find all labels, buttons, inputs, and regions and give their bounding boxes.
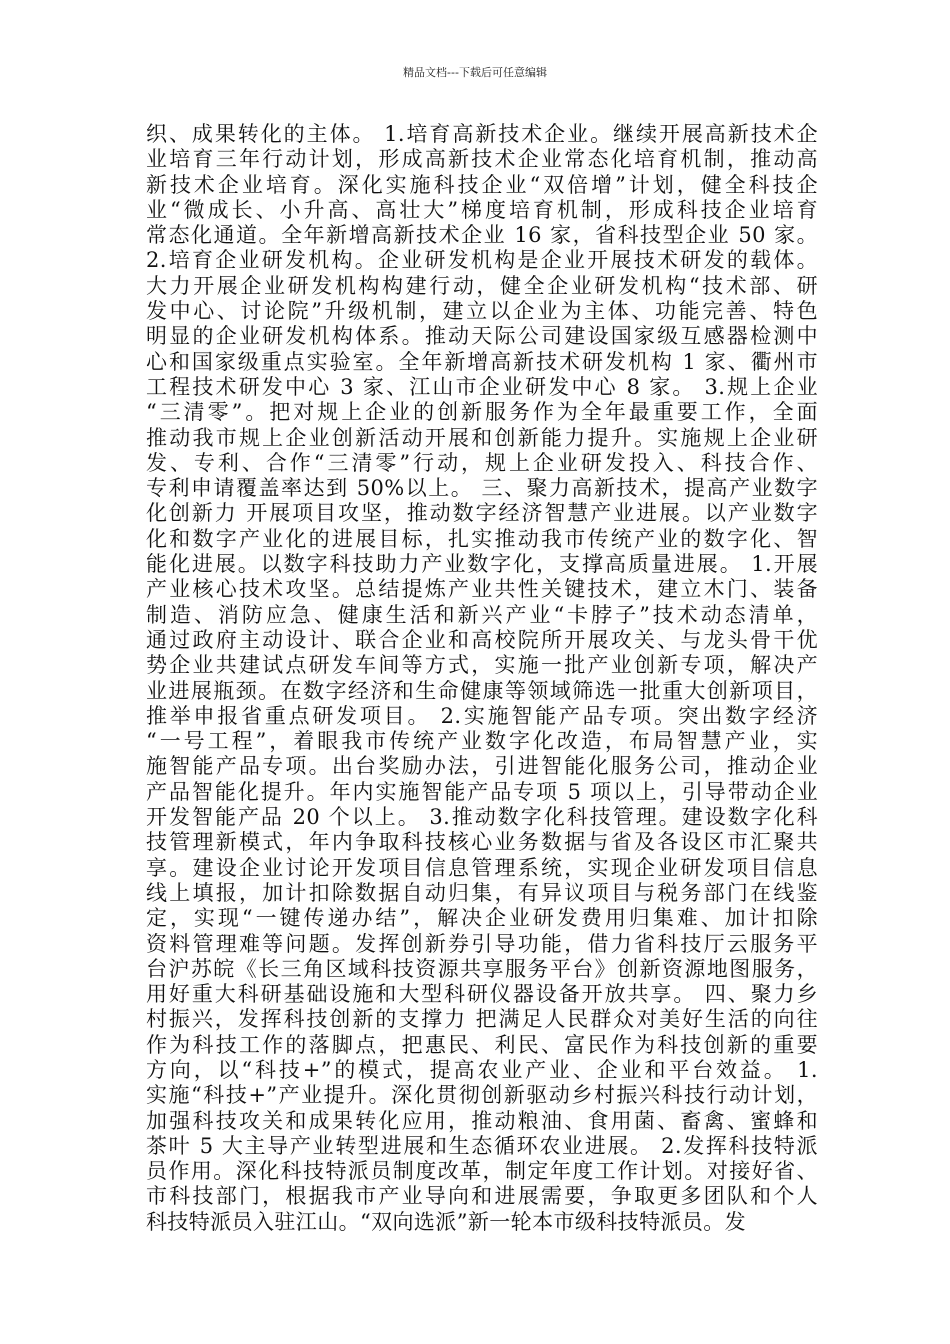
text-line: 茶叶 5 大主导产业转型进展和生态循环农业进展。 2.发挥科技特派 xyxy=(146,1133,818,1158)
text-line: 科技特派员入驻江山。“双向选派”新一轮本市级科技特派员。发 xyxy=(146,1209,747,1234)
text-line: 业进展瓶颈。在数字经济和生命健康等领域筛选一批重大创新项目， xyxy=(146,678,818,703)
text-line: 新技术企业培育。深化实施科技企业“双倍增”计划，健全科技企 xyxy=(146,172,818,197)
text-line: 施智能产品专项。出台奖励办法，引进智能化服务公司，推动企业 xyxy=(146,754,818,779)
text-line: 业“微成长、小升高、高壮大”梯度培育机制，形成科技企业培育 xyxy=(146,197,818,222)
text-line: 大力开展企业研发机构构建行动，健全企业研发机构“技术部、研 xyxy=(146,273,818,298)
text-line: 能化进展。以数字科技助力产业数字化，支撑高质量进展。 1.开展 xyxy=(146,552,818,577)
text-line: “三清零”。把对规上企业的创新服务作为全年最重要工作，全面 xyxy=(146,400,818,425)
text-line: 台沪苏皖《长三角区域科技资源共享服务平台》创新资源地图服务， xyxy=(146,956,818,981)
text-line: 工程技术研发中心 3 家、江山市企业研发中心 8 家。 3.规上企业 xyxy=(146,374,818,399)
text-line: 制造、消防应急、健康生活和新兴产业“卡脖子”技术动态清单， xyxy=(146,602,818,627)
text-line: 方向，以“科技+”的模式，提高农业产业、企业和平台效益。 1. xyxy=(146,1057,818,1082)
text-line: 发、专利、合作“三清零”行动，规上企业研发投入、科技合作、 xyxy=(146,450,818,475)
text-line: 势企业共建试点研发车间等方式，实施一批产业创新专项，解决产 xyxy=(146,653,818,678)
text-line: 业培育三年行动计划，形成高新技术企业常态化培育机制，推动高 xyxy=(146,147,818,172)
text-line: 常态化通道。全年新增高新技术企业 16 家，省科技型企业 50 家。 xyxy=(146,223,818,248)
text-line: 加强科技攻关和成果转化应用，推动粮油、食用菌、畜禽、蜜蜂和 xyxy=(146,1108,818,1133)
text-line: 作为科技工作的落脚点，把惠民、利民、富民作为科技创新的重要 xyxy=(146,1032,818,1057)
text-line: 用好重大科研基础设施和大型科研仪器设备开放共享。 四、聚力乡 xyxy=(146,982,818,1007)
text-line: 专利申请覆盖率达到 50%以上。 三、聚力高新技术，提高产业数字 xyxy=(146,476,818,501)
text-line: 技管理新模式，年内争取科技核心业务数据与省及各设区市汇聚共 xyxy=(146,830,818,855)
body-text xyxy=(146,122,818,1235)
text-line: 产业核心技术攻坚。总结提炼产业共性关键技术，建立木门、装备 xyxy=(146,577,818,602)
text-line: 产品智能化提升。年内实施智能产品专项 5 项以上，引导带动企业 xyxy=(146,779,818,804)
text-line: “一号工程”，着眼我市传统产业数字化改造，布局智慧产业，实 xyxy=(146,729,818,754)
text-line: 化和数字产业化的进展目标，扎实推动我市传统产业的数字化、智 xyxy=(146,526,818,551)
text-line: 享。建设企业讨论开发项目信息管理系统，实现企业研发项目信息 xyxy=(146,855,818,880)
text-line: 织、成果转化的主体。 1.培育高新技术企业。继续开展高新技术企 xyxy=(146,122,818,146)
text-line: 开发智能产品 20 个以上。 3.推动数字化科技管理。建设数字化科 xyxy=(146,805,818,830)
text-line: 明显的企业研发机构体系。推动天际公司建设国家级互感器检测中 xyxy=(146,324,818,349)
text-line: 发中心、讨论院”升级机制，建立以企业为主体、功能完善、特色 xyxy=(146,299,818,324)
page-header: 精品文档---下载后可任意编辑 xyxy=(403,66,547,79)
text-line: 推动我市规上企业创新活动开展和创新能力提升。实施规上企业研 xyxy=(146,425,818,450)
text-line: 定，实现“一键传递办结”，解决企业研发费用归集难、加计扣除 xyxy=(146,906,818,931)
text-line: 资料管理难等问题。发挥创新券引导功能，借力省科技厅云服务平 xyxy=(146,931,818,956)
text-line: 2.培育企业研发机构。企业研发机构是企业开展技术研发的载体。 xyxy=(146,248,818,273)
text-line: 员作用。深化科技特派员制度改革，制定年度工作计划。对接好省、 xyxy=(146,1159,818,1184)
text-line: 市科技部门，根据我市产业导向和进展需要，争取更多团队和个人 xyxy=(146,1184,818,1209)
text-line: 村振兴，发挥科技创新的支撑力 把满足人民群众对美好生活的向往 xyxy=(146,1007,818,1032)
text-line: 通过政府主动设计、联合企业和高校院所开展攻关、与龙头骨干优 xyxy=(146,627,818,652)
text-line: 推举申报省重点研发项目。 2.实施智能产品专项。突出数字经济 xyxy=(146,703,818,728)
text-line: 化创新力 开展项目攻坚，推动数字经济智慧产业进展。以产业数字 xyxy=(146,501,818,526)
text-line: 线上填报，加计扣除数据自动归集，有异议项目与税务部门在线鉴 xyxy=(146,880,818,905)
text-line: 心和国家级重点实验室。全年新增高新技术研发机构 1 家、衢州市 xyxy=(146,349,818,374)
text-line: 实施“科技+”产业提升。深化贯彻创新驱动乡村振兴科技行动计划， xyxy=(146,1083,818,1108)
